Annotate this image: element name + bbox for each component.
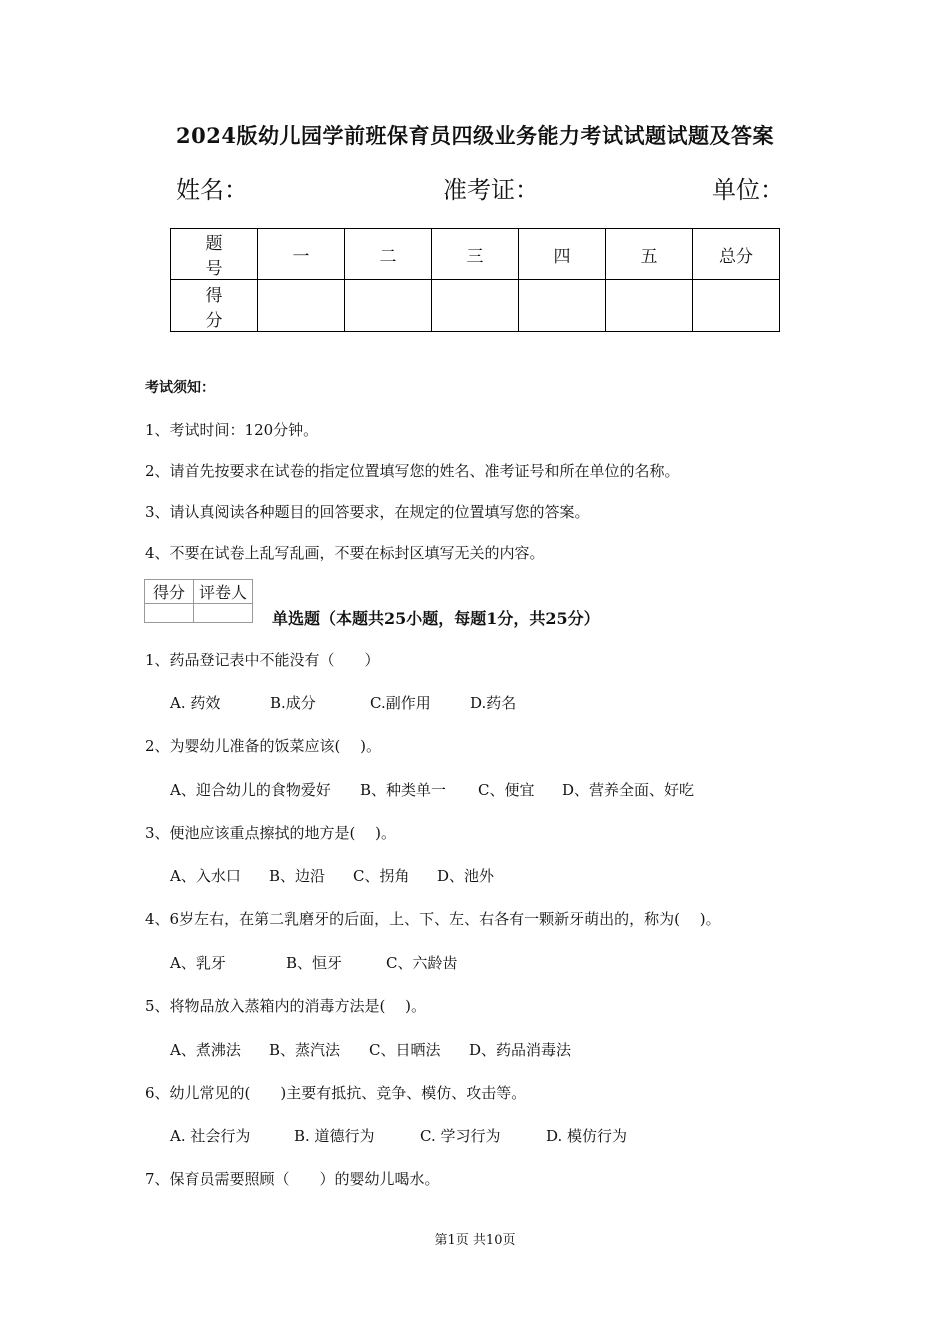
question-options: [170, 692, 516, 713]
option: C、日晒法: [369, 1041, 441, 1059]
option: A、迎合幼儿的食物爱好: [170, 781, 331, 799]
grader-box: [144, 579, 253, 623]
section-title: 单选题（本题共25小题，每题1分，共25分）: [272, 609, 600, 628]
score-input-cell[interactable]: [432, 280, 519, 332]
option: A. 药效: [170, 694, 221, 712]
question-options: [170, 952, 457, 973]
score-input-cell[interactable]: [258, 280, 345, 332]
notice-item: 2、请首先按要求在试卷的指定位置填写您的姓名、准考证号和所在单位的名称。: [145, 462, 680, 480]
option: B.成分: [270, 694, 316, 712]
question-text: 4、6岁左右，在第二乳磨牙的后面，上、下、左、右各有一颗新牙萌出的，称为( )。: [145, 910, 721, 928]
option: B、恒牙: [286, 954, 343, 972]
score-input-cell[interactable]: [519, 280, 606, 332]
score-row-label: 得 分: [171, 280, 258, 332]
option: B. 道德行为: [294, 1127, 375, 1145]
score-header-cell: 三: [432, 229, 519, 280]
question-options: [170, 865, 494, 886]
score-table-header-row: [171, 229, 780, 280]
option: A、入水口: [170, 867, 241, 885]
score-header-cell: 题 号: [171, 229, 258, 280]
question-text: 3、便池应该重点擦拭的地方是( )。: [145, 824, 397, 842]
option: B、边沿: [269, 867, 326, 885]
score-input-cell[interactable]: [345, 280, 432, 332]
score-input-cell[interactable]: [606, 280, 693, 332]
notice-item: 3、请认真阅读各种题目的回答要求，在规定的位置填写您的答案。: [145, 503, 590, 521]
score-table: [170, 228, 780, 332]
option: D. 模仿行为: [546, 1127, 628, 1145]
page-footer: 第1页 共10页: [434, 1233, 516, 1248]
question-text: 7、保育员需要照顾（ ）的婴幼儿喝水。: [145, 1170, 440, 1188]
option: B、蒸汽法: [269, 1041, 341, 1059]
score-table-score-row: [171, 280, 780, 332]
exam-number-label: 准考证：: [443, 176, 539, 204]
name-label: 姓名：: [176, 176, 248, 204]
question-text: 2、为婴幼儿准备的饭菜应该( )。: [145, 737, 382, 755]
option: B、种类单一: [360, 781, 447, 799]
document-title: 2024版幼儿园学前班保育员四级业务能力考试试题试题及答案: [176, 123, 774, 148]
question-options: [170, 1039, 571, 1060]
question-options: [170, 779, 694, 800]
question-text: 5、将物品放入蒸箱内的消毒方法是( )。: [145, 997, 427, 1015]
question-text: 1、药品登记表中不能没有（ ）: [145, 651, 380, 669]
grader-score-cell[interactable]: [145, 604, 194, 623]
option: C、拐角: [353, 867, 410, 885]
option: D、营养全面、好吃: [562, 781, 695, 799]
score-header-cell: 五: [606, 229, 693, 280]
option: D.药名: [470, 694, 517, 712]
unit-label: 单位：: [712, 176, 784, 204]
option: C.副作用: [370, 694, 431, 712]
notice-item: 4、不要在试卷上乱写乱画，不要在标封区填写无关的内容。: [145, 544, 545, 562]
question-options: [170, 1125, 627, 1146]
option: A、乳牙: [170, 954, 226, 972]
score-header-cell: 四: [519, 229, 606, 280]
grader-score-label: 得分: [145, 580, 194, 604]
score-header-cell: 总分: [693, 229, 780, 280]
question-text: 6、幼儿常见的( )主要有抵抗、竞争、模仿、攻击等。: [145, 1084, 527, 1102]
notice-heading: 考试须知：: [145, 380, 215, 396]
option: C、六龄齿: [386, 954, 458, 972]
score-header-cell: 一: [258, 229, 345, 280]
option: A. 社会行为: [170, 1127, 251, 1145]
notice-item: 1、考试时间：120分钟。: [145, 421, 319, 439]
option: C、便宜: [478, 781, 535, 799]
score-header-cell: 二: [345, 229, 432, 280]
grader-reviewer-cell[interactable]: [194, 604, 253, 623]
score-input-cell[interactable]: [693, 280, 780, 332]
option: A、煮沸法: [170, 1041, 241, 1059]
option: D、药品消毒法: [469, 1041, 572, 1059]
option: C. 学习行为: [420, 1127, 501, 1145]
grader-reviewer-label: 评卷人: [194, 580, 253, 604]
option: D、池外: [437, 867, 495, 885]
